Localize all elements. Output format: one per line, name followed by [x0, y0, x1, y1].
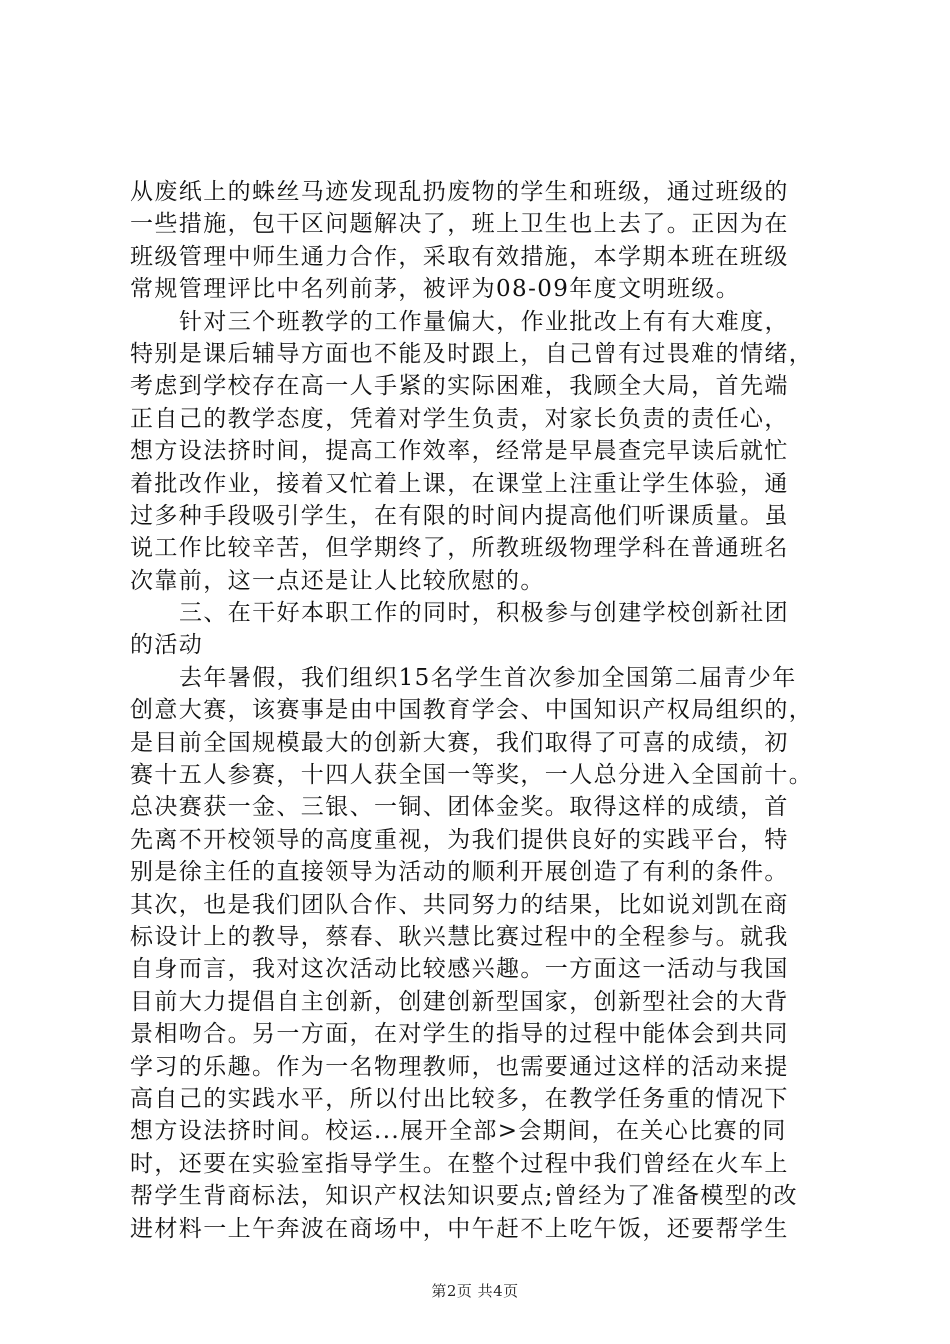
- text-line: 赛十五人参赛，十四人获全国一等奖，一人总分进入全国前十。: [130, 762, 814, 789]
- text-line: 时，还要在实验室指导学生。在整个过程中我们曾经在火车上: [130, 1150, 789, 1177]
- text-line: 的活动: [130, 632, 204, 659]
- text-line: 班级管理中师生通力合作，采取有效措施，本学期本班在班级: [130, 243, 789, 270]
- text-line: 去年暑假，我们组织15名学生首次参加全国第二届青少年: [179, 664, 797, 691]
- text-line: 高自己的实践水平，所以付出比较多，在教学任务重的情况下: [130, 1085, 789, 1112]
- text-line: 从废纸上的蛛丝马迹发现乱扔废物的学生和班级，通过班级的: [130, 179, 789, 205]
- text-line: 自身而言，我对这次活动比较感兴趣。一方面这一活动与我国: [130, 956, 789, 983]
- text-line: 景相吻合。另一方面，在对学生的指导的过程中能体会到共同: [130, 1021, 789, 1048]
- text-line: 正自己的教学态度，凭着对学生负责，对家长负责的责任心，: [130, 405, 789, 432]
- text-line: 考虑到学校存在高一人手紧的实际困难，我顾全大局，首先端: [130, 373, 789, 400]
- page-number-footer: 第2页 共4页: [431, 1282, 519, 1300]
- document-body: [130, 176, 830, 1245]
- text-line: 其次，也是我们团队合作、共同努力的结果，比如说刘凯在商: [130, 891, 789, 918]
- text-line: 帮学生背商标法，知识产权法知识要点;曾经为了准备模型的改: [130, 1183, 798, 1210]
- text-line: 针对三个班教学的工作量偏大，作业批改上有有大难度，: [179, 308, 789, 335]
- text-line: 说工作比较辛苦，但学期终了，所教班级物理学科在普通班名: [130, 535, 789, 562]
- text-line: 学习的乐趣。作为一名物理教师，也需要通过这样的活动来提: [130, 1053, 789, 1080]
- text-line: 创意大赛，该赛事是由中国教育学会、中国知识产权局组织的，: [130, 697, 814, 724]
- text-line: 次靠前，这一点还是让人比较欣慰的。: [130, 567, 545, 594]
- text-line: 一些措施，包干区问题解决了，班上卫生也上去了。正因为在: [130, 211, 789, 238]
- text-line: 特别是课后辅导方面也不能及时跟上，自己曾有过畏难的情绪，: [130, 340, 814, 367]
- text-line: 想方设法挤时间。校运...展开全部>会期间，在关心比赛的同: [130, 1118, 787, 1145]
- text-line: 别是徐主任的直接领导为活动的顺利开展创造了有利的条件。: [130, 859, 789, 886]
- text-line: 过多种手段吸引学生，在有限的时间内提高他们听课质量。虽: [130, 502, 789, 529]
- text-line: 想方设法挤时间，提高工作效率，经常是早晨查完早读后就忙: [130, 438, 789, 465]
- text-line: 着批改作业，接着又忙着上课，在课堂上注重让学生体验，通: [130, 470, 789, 497]
- text-line: 总决赛获一金、三银、一铜、团体金奖。取得这样的成绩，首: [130, 794, 789, 821]
- text-line: 先离不开校领导的高度重视，为我们提供良好的实践平台，特: [130, 826, 789, 853]
- text-line: 标设计上的教导，蔡春、耿兴慧比赛过程中的全程参与。就我: [130, 923, 789, 950]
- text-line: 进材料一上午奔波在商场中，中午赶不上吃午饭，还要帮学生: [130, 1215, 789, 1242]
- text-line: 常规管理评比中名列前茅，被评为08-09年度文明班级。: [130, 276, 741, 303]
- text-line: 目前大力提倡自主创新，创建创新型国家，创新型社会的大背: [130, 988, 789, 1015]
- text-line: 三、在干好本职工作的同时，积极参与创建学校创新社团: [179, 600, 789, 627]
- text-line: 是目前全国规模最大的创新大赛，我们取得了可喜的成绩，初: [130, 729, 789, 756]
